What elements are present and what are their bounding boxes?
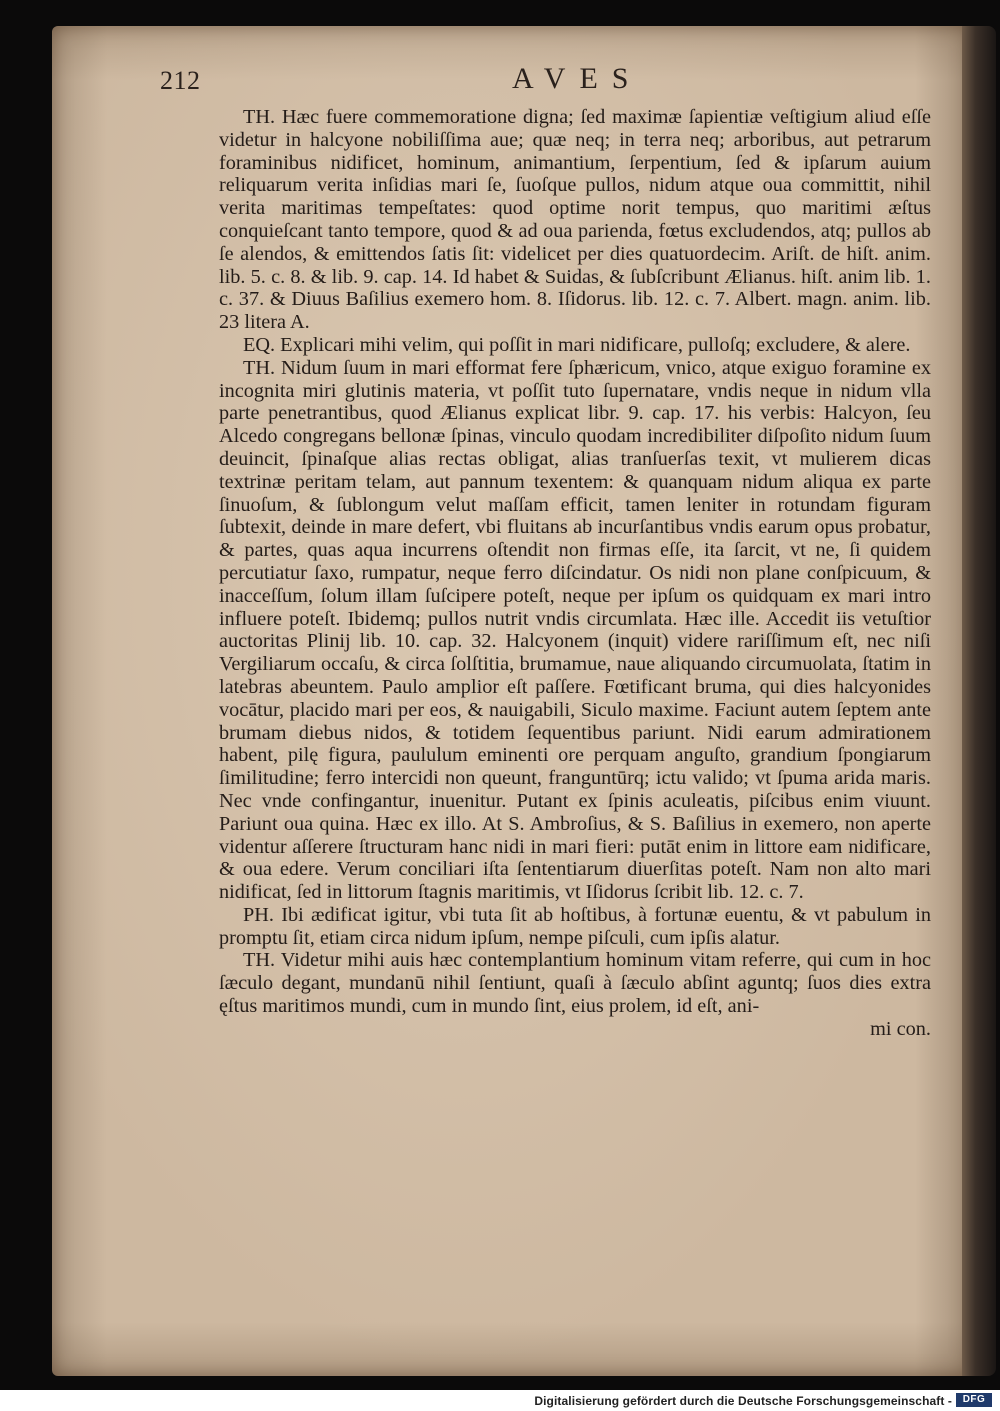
page-number: 212 (160, 66, 201, 95)
paragraph-ph: PH. Ibi ædificat igitur, vbi tuta ſit ab hoſtibus, à fortunæ euentu, & vt pabulum in promptu ſit, etiam circa nidum ipſum, nempe piſculi, cum ipſis alatur. (219, 903, 931, 949)
paragraph-th-2: TH. Nidum ſuum in mari efformat fere ſphæricum, vnico, atque exiguo foramine ex incognita miri glutinis materia, vt poſſit tuto ſupernatare, vndis neque in nidum vlla parte penetrantibus, quod Ælianus explicat libr. 9. cap. 17. his verbis: Halcyon, ſeu Alcedo congregans bellonæ ſpinas, vinculo quodam incredibiliter diſpoſito nidum ſuum deuincit, ſpinaſque alias rectas obligat, alias tranſuerſas texit, vt mulierem dicas textrinæ peritam telam, aut pannum texentem: & quanquam nidum aliqua ex parte ſinuoſum, & ſublongum velut maſſam efficit, tamen leniter in rotundam figuram ſubtexit, deinde in mare defert, vbi fluitans ab incurſantibus vndis earum opus probatur, & partes, quas aqua incurrens oſtendit non firmas eſſe, ita ſarcit, vt ne, ſi quidem percutiatur ſaxo, rumpatur, neque ferro diſcindatur. Os nidi non plane conſpicuum, & inacceſſum, ſolum illam ſuſcipere poteſt, neque per ipſum os quidquam ex mari intro influere poteſt. Ibidemq; pullos nutrit vndis circumlata. Hæc ille. Accedit iis vetuſtior auctoritas Plinij lib. 10. cap. 32. Halcyonem (inquit) videre rariſſimum eſt, nec niſi Vergiliarum occaſu, & circa ſolſtitia, brumamue, naue aliquando circumuolata, ſtatim in latebras abeuntem. Paulo amplior eſt paſſere. Fœtificant bruma, qui dies halcyonides vocātur, placido mari per eos, & nauigabili, Siculo maxime. Faciunt autem ſeptem ante brumam diebus nidos, & totidem ſequentibus pariunt. Nidi earum admirationem habent, pilę figura, paululum eminenti ore perquam anguſto, grandium ſpongiarum ſimilitudine; ferro intercidi non queunt, franguntūrq; ictu valido; vt ſpuma arida maris. Nec vnde confingantur, inuenitur. Putant ex ſpinis aculeatis, piſcibus enim viuunt. Pariunt oua quina. Hæc ex illo. At S. Ambroſius, & S. Baſilius in exemero, non aperte videntur aſſerere ſtructuram hanc nidi in mari fieri: putāt enim in littore eam nidificare, & oua edere. Verum conciliari iſta ſententiarum diuerſitas poteſt. Nam non alto mari nidificat, ſed in littorum ſtagnis maritimis, vt Iſidorus ſcribit lib. 12. c. 7. (219, 356, 931, 904)
body-text (219, 106, 931, 1041)
page-edge (962, 26, 996, 1376)
page-header (160, 62, 940, 106)
paragraph-th-1: TH. Hæc fuere commemoratione digna; ſed maximæ ſapientiæ veſtigium aliud eſſe videtur in halcyone nobiliſſima aue; quæ neq; in terra neq; arboribus, aut petrarum foraminibus nidificet, hominum, animantium, ſerpentium, ſed & ipſarum auium reliquarum verita inſidias mari ſe, ſuoſque pullos, nidum atque oua committit, nihil verita maritimas tempeſtates: quod optime norit tempus, quo maritimi æſtus conquieſcant tanto tempore, quod & ad oua parienda, fœtus excludendos, atq; pullos ab ſe alendos, & emittendos ſatis ſit: videlicet per dies quatuordecim. Ariſt. de hiſt. anim. lib. 5. c. 8. & lib. 9. cap. 14. Id habet & Suidas, & ſubſcribunt Ælianus. hiſt. anim lib. 1. c. 37. & Diuus Baſilius exemero hom. 8. Iſidorus. lib. 12. c. 7. Albert. magn. anim. lib. 23 litera A. (219, 106, 931, 334)
paragraph-th-3: TH. Videtur mihi auis hæc contemplantium hominum vitam referre, qui cum in hoc ſæculo degant, mundanū nihil ſentiunt, quaſi à ſæculo abſint aguntq; ſuos dies extra ęſtus maritimos mundi, cum in mundo ſint, eius prolem, id eſt, ani- (219, 949, 931, 1018)
catchword: mi con. (870, 1017, 931, 1040)
running-title: AVES (512, 62, 643, 95)
paragraph-eq: EQ. Explicari mihi velim, qui poſſit in mari nidificare, pulloſq; excludere, & alere. (243, 333, 911, 356)
funding-footer (0, 1390, 1000, 1411)
dfg-logo: DFG (956, 1393, 992, 1407)
funding-note: Digitalisierung gefördert durch die Deutsche Forschungsgemeinschaft - (534, 1394, 952, 1408)
